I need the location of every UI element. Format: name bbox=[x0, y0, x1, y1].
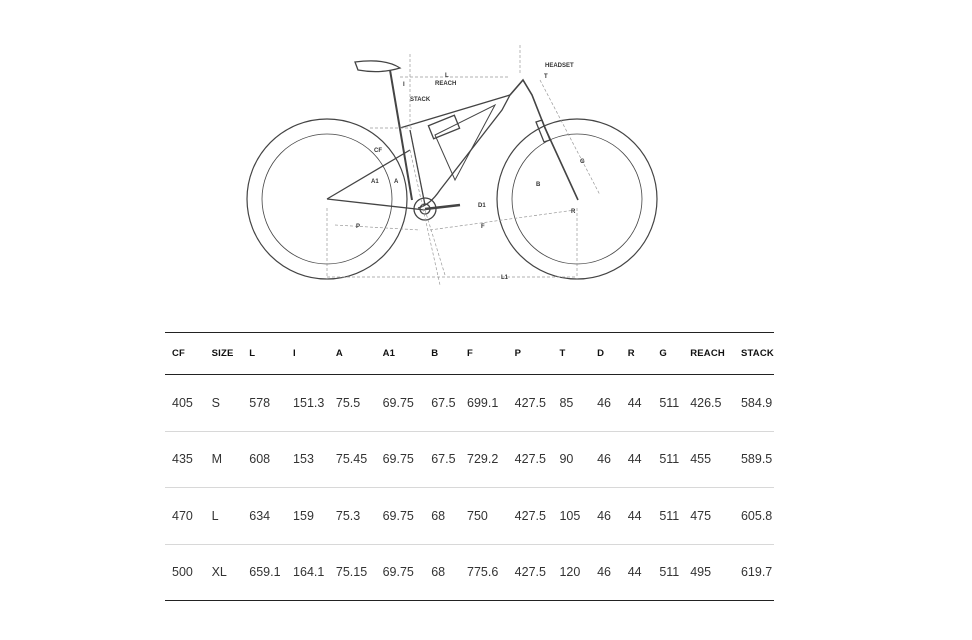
table-header-row bbox=[165, 333, 774, 375]
table-cell: 427.5 bbox=[514, 395, 546, 410]
label-r: R bbox=[571, 209, 576, 215]
table-cell: 435 bbox=[172, 452, 193, 467]
table-cell: 44 bbox=[627, 395, 642, 410]
table-cell: 75.45 bbox=[335, 452, 368, 467]
column-header: B bbox=[431, 348, 439, 359]
column-header: L bbox=[249, 348, 256, 359]
geometry-table bbox=[165, 332, 774, 601]
table-cell: 44 bbox=[627, 508, 642, 523]
table-cell: 69.75 bbox=[382, 452, 414, 467]
table-cell: 120 bbox=[559, 565, 581, 580]
table-cell: 44 bbox=[627, 452, 642, 467]
table-cell: 584.9 bbox=[740, 395, 773, 410]
table-cell: 426.5 bbox=[690, 395, 722, 410]
table-cell: 90 bbox=[559, 452, 574, 467]
column-header: STACK bbox=[740, 348, 774, 359]
label-l1: L1 bbox=[501, 275, 509, 281]
table-cell: 511 bbox=[659, 452, 680, 467]
label-l: L bbox=[445, 73, 449, 79]
label-t: T bbox=[544, 74, 548, 80]
table-cell: 85 bbox=[559, 395, 574, 410]
table-cell: 405 bbox=[172, 395, 193, 410]
column-header: F bbox=[467, 348, 474, 359]
table-row bbox=[165, 544, 774, 601]
table-cell: 511 bbox=[659, 565, 680, 580]
table-row bbox=[165, 431, 774, 488]
table-cell: 619.7 bbox=[740, 565, 773, 580]
table-cell: 511 bbox=[659, 508, 680, 523]
table-cell: 67.5 bbox=[431, 395, 456, 410]
table-cell: 46 bbox=[597, 508, 611, 523]
table-cell: 105 bbox=[559, 508, 581, 523]
table-cell: 46 bbox=[597, 565, 611, 580]
label-i: I bbox=[403, 82, 405, 88]
table-cell: 75.3 bbox=[335, 508, 361, 523]
column-header: CF bbox=[172, 348, 186, 359]
column-header: A bbox=[335, 348, 343, 359]
table-cell: 44 bbox=[627, 565, 642, 580]
label-g: G bbox=[580, 159, 585, 165]
table-cell: 164.1 bbox=[293, 565, 325, 580]
table-cell: 699.1 bbox=[467, 395, 499, 410]
table-cell: M bbox=[211, 452, 222, 467]
table-cell: 69.75 bbox=[382, 508, 414, 523]
table-cell: 578 bbox=[249, 395, 271, 410]
table-cell: 69.75 bbox=[382, 395, 414, 410]
table-cell: 634 bbox=[249, 508, 271, 523]
table-cell: 511 bbox=[659, 395, 680, 410]
table-cell: S bbox=[211, 395, 220, 410]
column-header: SIZE bbox=[211, 348, 234, 359]
table-cell: 153 bbox=[293, 452, 314, 467]
table-cell: 68 bbox=[431, 565, 446, 580]
column-header: T bbox=[559, 348, 566, 359]
table-cell: 427.5 bbox=[514, 452, 546, 467]
label-stack: STACK bbox=[410, 97, 431, 103]
table-cell: 495 bbox=[690, 565, 712, 580]
table-row bbox=[165, 375, 774, 432]
table-cell: 729.2 bbox=[467, 452, 499, 467]
label-f: F bbox=[481, 224, 485, 230]
table-cell: 69.75 bbox=[382, 565, 414, 580]
label-reach: REACH bbox=[435, 81, 457, 87]
table-cell: L bbox=[211, 508, 219, 523]
table-cell: 159 bbox=[293, 508, 314, 523]
label-p: P bbox=[356, 224, 361, 230]
column-header: R bbox=[627, 348, 635, 359]
table-cell: XL bbox=[211, 565, 227, 580]
label-d1: D1 bbox=[478, 203, 486, 209]
table-cell: 775.6 bbox=[467, 565, 499, 580]
column-header: REACH bbox=[690, 348, 725, 359]
label-headset: HEADSET bbox=[545, 63, 574, 69]
table-cell: 67.5 bbox=[431, 452, 456, 467]
table-cell: 46 bbox=[597, 452, 611, 467]
column-header: G bbox=[659, 348, 667, 359]
bike-geometry-diagram bbox=[240, 40, 670, 290]
table-cell: 608 bbox=[249, 452, 271, 467]
label-a1: A1 bbox=[371, 179, 379, 185]
table-cell: 151.3 bbox=[293, 395, 325, 410]
table-row bbox=[165, 488, 774, 545]
table-cell: 455 bbox=[690, 452, 712, 467]
table-cell: 475 bbox=[690, 508, 712, 523]
table-cell: 427.5 bbox=[514, 508, 546, 523]
table-cell: 500 bbox=[172, 565, 193, 580]
label-a: A bbox=[394, 179, 399, 185]
table-cell: 470 bbox=[172, 508, 193, 523]
column-header: I bbox=[293, 348, 296, 359]
table-cell: 659.1 bbox=[249, 565, 281, 580]
table-cell: 75.5 bbox=[335, 395, 361, 410]
table-cell: 427.5 bbox=[514, 565, 546, 580]
label-cf: CF bbox=[374, 148, 382, 154]
column-header: D bbox=[597, 348, 605, 359]
table-cell: 68 bbox=[431, 508, 446, 523]
column-header: A1 bbox=[382, 348, 396, 359]
label-b: B bbox=[536, 182, 541, 188]
table-cell: 589.5 bbox=[740, 452, 773, 467]
column-header: P bbox=[514, 348, 522, 359]
table-cell: 46 bbox=[597, 395, 611, 410]
table-cell: 750 bbox=[467, 508, 488, 523]
table-cell: 75.15 bbox=[335, 565, 368, 580]
table-cell: 605.8 bbox=[740, 508, 773, 523]
